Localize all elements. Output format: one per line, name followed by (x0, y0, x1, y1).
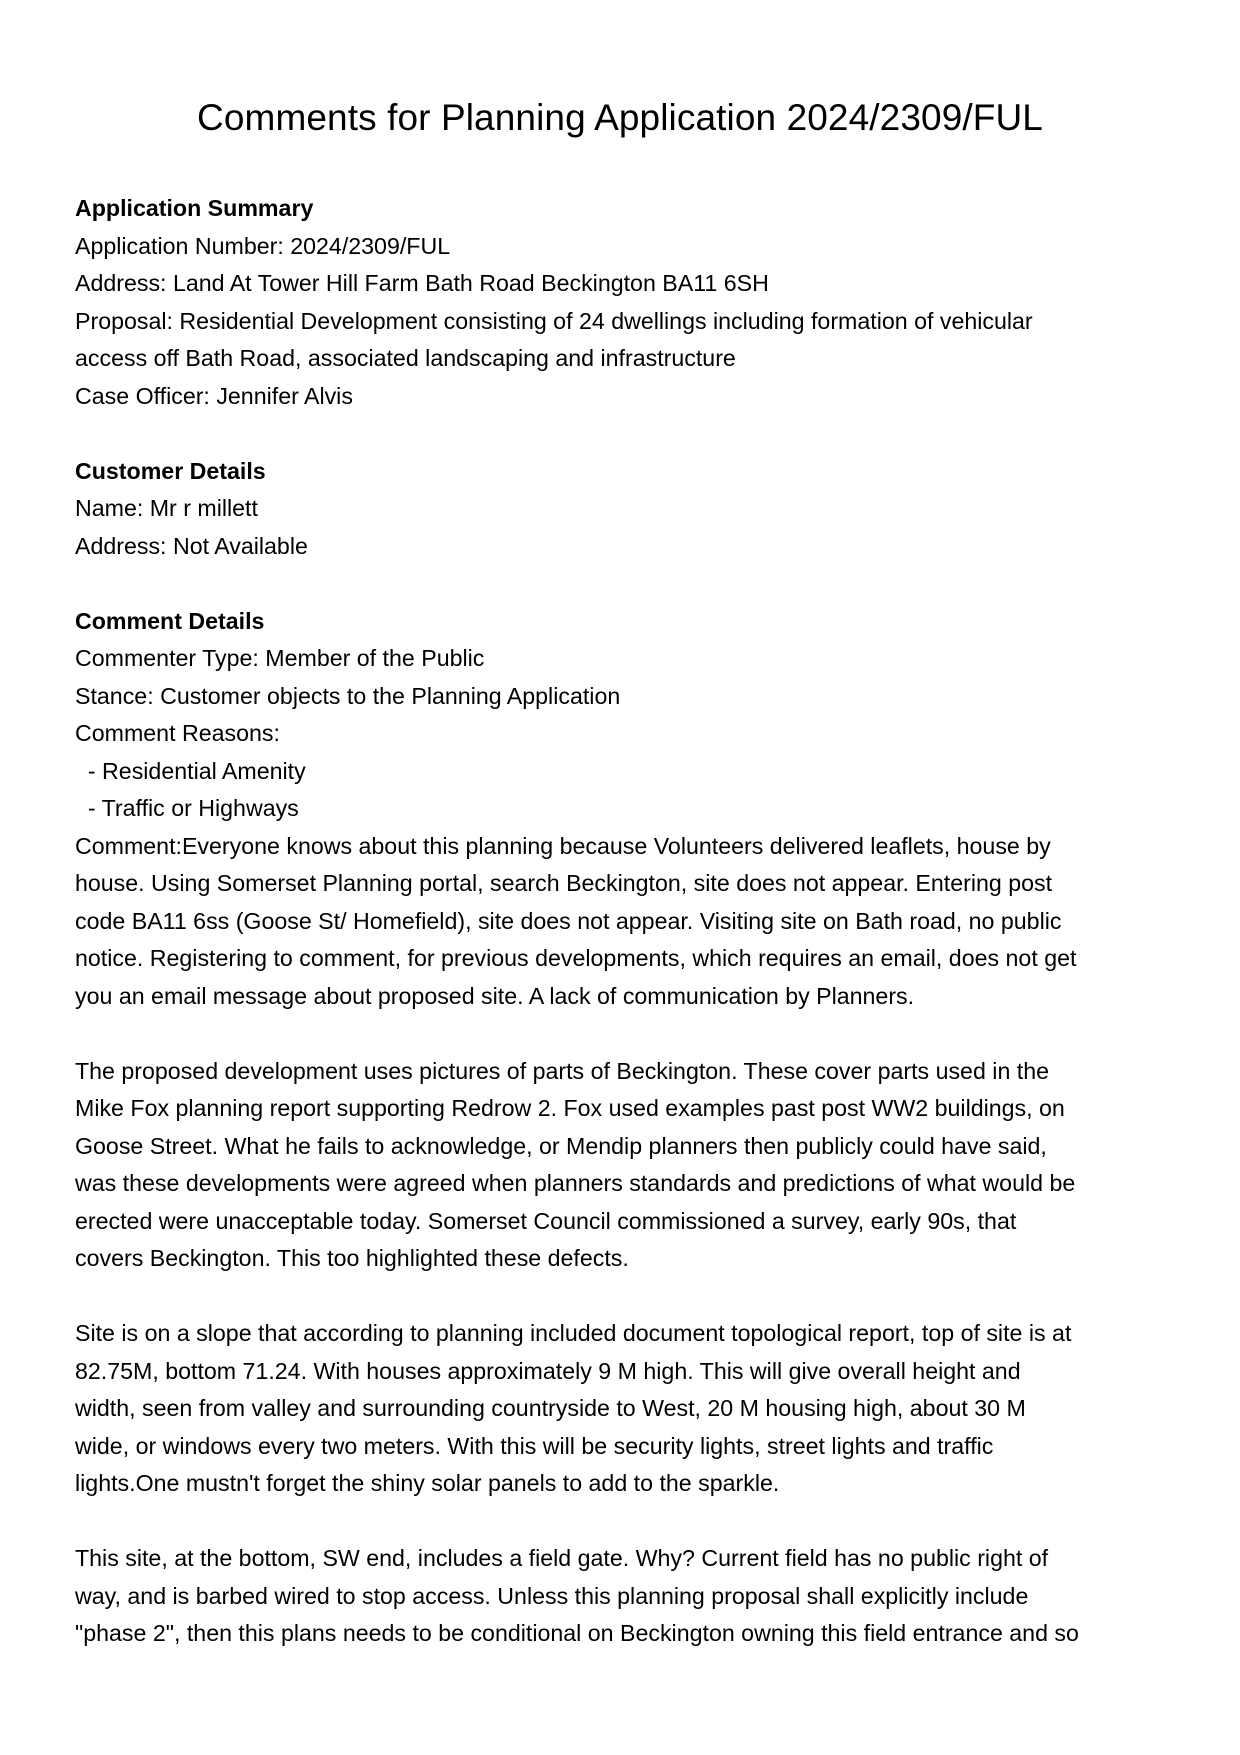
application-address: Address: Land At Tower Hill Farm Bath Road Beckington BA11 6SH (75, 270, 769, 296)
section-spacer (75, 565, 1165, 603)
comment-line: Site is on a slope that according to planning included document topological report, top of site is at (75, 1320, 1072, 1346)
comment-line: erected were unacceptable today. Somerset Council commissioned a survey, early 90s, that (75, 1207, 1017, 1234)
commenter-type: Commenter Type: Member of the Public (75, 645, 485, 671)
comment-reason-item: - Residential Amenity (75, 757, 306, 784)
section-spacer (75, 415, 1165, 453)
comment-details-heading: Comment Details (75, 607, 265, 634)
comment-line: notice. Registering to comment, for previous developments, which requires an email, does not get (75, 945, 1077, 971)
application-summary-heading: Application Summary (75, 195, 314, 221)
paragraph-spacer (75, 1278, 1165, 1316)
stance: Stance: Customer objects to the Planning Application (75, 682, 621, 709)
comment-line: Comment:Everyone knows about this planning because Volunteers delivered leaflets, house by (75, 832, 1051, 859)
comment-line: 82.75M, bottom 71.24. With houses approximately 9 M high. This will give overall height and (75, 1357, 1021, 1384)
paragraph-spacer (75, 1503, 1165, 1541)
comment-line: The proposed development uses pictures of parts of Beckington. These cover parts used in the (75, 1057, 1050, 1084)
comment-line: house. Using Somerset Planning portal, search Beckington, site does not appear. Entering post (75, 870, 1053, 896)
comment-line: Goose Street. What he fails to acknowledge, or Mendip planners then publicly could have said, (75, 1132, 1047, 1159)
comment-line: Mike Fox planning report supporting Redrow 2. Fox used examples past post WW2 buildings, on (75, 1095, 1065, 1121)
comment-paragraph-3 (75, 1315, 1165, 1503)
comment-line: wide, or windows every two meters. With this will be security lights, street lights and traffic (75, 1432, 994, 1459)
comment-paragraph-1 (75, 828, 1165, 1016)
comment-line: "phase 2", then this plans needs to be conditional on Beckington owning this field entrance and so (75, 1620, 1079, 1646)
customer-address: Address: Not Available (75, 532, 308, 559)
application-number: Application Number: 2024/2309/FUL (75, 232, 451, 259)
comment-line: covers Beckington. This too highlighted these defects. (75, 1245, 629, 1271)
comment-line: lights.One mustn't forget the shiny solar panels to add to the sparkle. (75, 1470, 780, 1496)
comment-line: was these developments were agreed when planners standards and predictions of what would be (75, 1170, 1076, 1196)
case-officer: Case Officer: Jennifer Alvis (75, 382, 353, 409)
comment-line: This site, at the bottom, SW end, includes a field gate. Why? Current field has no public right of (75, 1545, 1049, 1571)
customer-details-heading: Customer Details (75, 457, 266, 484)
proposal-line-1: Proposal: Residential Development consisting of 24 dwellings including formation of vehicular (75, 307, 1033, 334)
comment-line: way, and is barbed wired to stop access. Unless this planning proposal shall explicitly include (75, 1582, 1029, 1609)
comment-line: width, seen from valley and surrounding countryside to West, 20 M housing high, about 30 M (75, 1395, 1026, 1421)
paragraph-spacer (75, 1015, 1165, 1053)
comment-line: code BA11 6ss (Goose St/ Homefield), site does not appear. Visiting site on Bath road, no public (75, 907, 1062, 934)
customer-name: Name: Mr r millett (75, 495, 258, 521)
document-title: Comments for Planning Application 2024/2309/FUL (197, 97, 1043, 138)
comment-reason-item: - Traffic or Highways (75, 795, 299, 821)
comment-paragraph-2 (75, 1053, 1165, 1278)
comment-paragraph-4 (75, 1540, 1165, 1653)
comment-reasons-label: Comment Reasons: (75, 720, 280, 746)
comment-line: you an email message about proposed site. A lack of communication by Planners. (75, 982, 915, 1009)
proposal-line-2: access off Bath Road, associated landscaping and infrastructure (75, 345, 736, 371)
document-body (75, 190, 1165, 1653)
